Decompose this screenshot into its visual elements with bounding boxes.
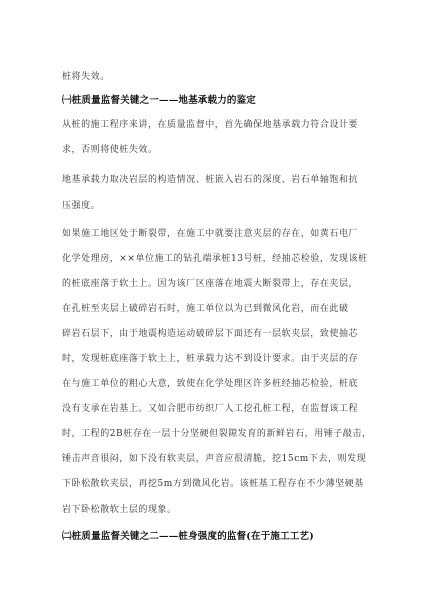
text-line: 时，发现桩底座落于软土上，桩承载力达不到设计要求。由于夹层的存 bbox=[62, 354, 359, 364]
text-line: 在孔桩至夹层上破碎岩石时，施工单位以为已到微风化岩，而在此破 bbox=[62, 304, 349, 314]
text-line: 压强度。 bbox=[62, 201, 101, 211]
text-line: 锤击声音很闷，如下没有软夹层，声音应很清脆，挖15cm下去，则发现 bbox=[62, 454, 367, 464]
text-line: 化学处理房，××单位施工的钻孔端承桩13号桩，经抽芯检验，发现该桩 bbox=[62, 254, 368, 264]
text-line: 下卧松散软夹层，再挖5m方到微风化岩。该桩基工程存在不少薄坚硬基 bbox=[62, 479, 364, 489]
text-line: 如果施工地区处于断裂带，在施工中就要注意夹层的存在，如黄石电厂 bbox=[62, 229, 359, 239]
text-line: 碎岩石层下，由于地震构造运动破碎层下面还有一层软夹层，致使抽芯 bbox=[62, 329, 359, 339]
text-line: 在与施工单位的粗心大意，致使在化学处理区许多桩经抽芯检验，桩底 bbox=[62, 379, 359, 389]
section-heading-2: ㈡桩质量监督关键之二——桩身强度的监督(在于施工工艺) bbox=[62, 531, 314, 542]
text-line: 地基承载力取决岩层的构造情况、桩嵌入岩石的深度、岩石单轴饱和抗 bbox=[62, 175, 359, 185]
text-line: 岩下卧松散软土层的现象。 bbox=[62, 505, 177, 515]
text-line: 从桩的施工程序来讲，在质量监督中，首先确保地基承载力符合设计要 bbox=[62, 120, 359, 130]
text-line: 没有支承在岩基上。又如合肥市纺织厂人工挖孔桩工程，在监督该工程 bbox=[62, 404, 359, 414]
text-line: 桩将失效。 bbox=[62, 72, 110, 82]
text-line: 时，工程的2B桩存在一层十分坚硬但裂隙发育的新鲜岩石，用锤子敲击， bbox=[62, 429, 372, 439]
section-heading-1: ㈠桩质量监督关键之一——地基承载力的鉴定 bbox=[62, 95, 257, 106]
text-line: 的桩底座落于软土上。因为该厂区座落在地震大断裂带上，存在夹层， bbox=[62, 279, 359, 289]
text-line: 求，否则将使桩失效。 bbox=[62, 145, 158, 155]
